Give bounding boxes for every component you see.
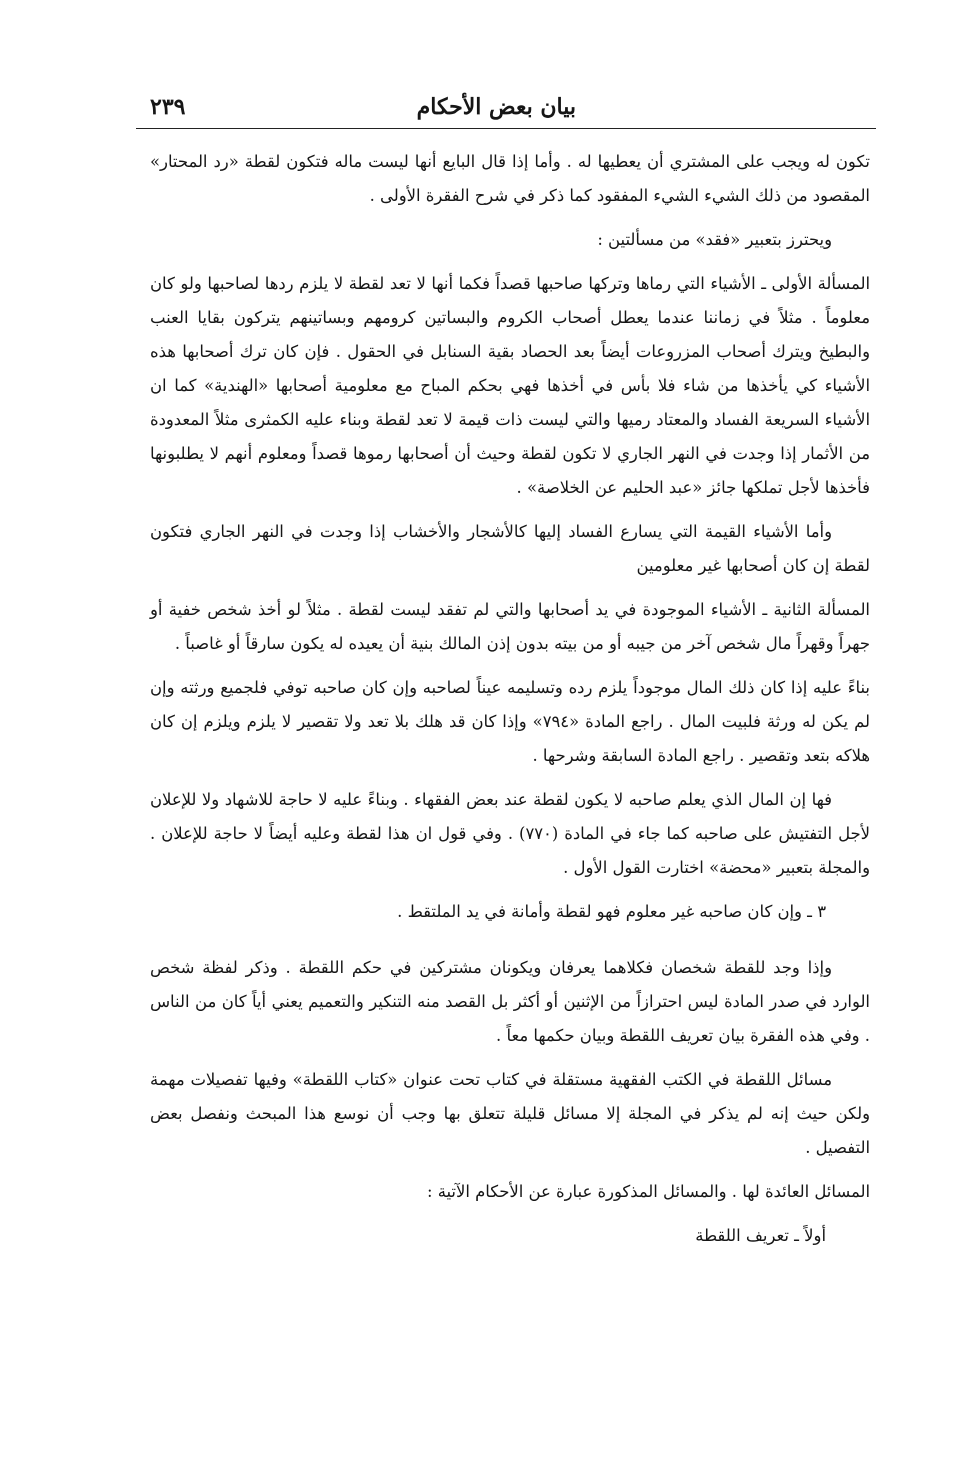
paragraph-second-issue: المسألة الثانية ـ الأشياء الموجودة في يد أصحابها والتي لم تفقد ليست لقطة . مثلاً لو أخذ شخص خفية أو جهراً وقهراً مال شخص آخر من جيبه أو من بيته بدون إذن المالك بنية أن يعيده له يكون سارقاً أو غاصباً .: [150, 600, 870, 653]
paragraph-continuation: تكون له ويجب على المشتري أن يعطيها له . وأما إذا قال البايع أنها ليست ماله فتكون لقطة «رد المحتار» المقصود من ذلك الشيء الشيء المفقود كما ذكر في شرح الفقرة الأولى .: [150, 152, 870, 205]
paragraph-fiqh-books: مسائل اللقطة في الكتب الفقهية مستقلة في كتاب تحت عنوان «كتاب اللقطة» وفيها تفصيلات مهمة ولكن حيث إنه لم يذكر في المجلة إلا مسائل قليلة تتعلق بها وجب أن نوسع هذا المبحث ونفصل بعض التفصيل .: [150, 1070, 870, 1157]
paragraph-two-finders: وإذا وجد للقطة شخصان فكلاهما يعرفان ويكونان مشتركين في حكم اللقطة . وذكر لفظة شخص الوارد في صدر المادة ليس احترازاً من الإثنين أو أكثر بل القصد منه التنكير والتعميم يعني أياً كان من الناس . وفي هذه الفقرة بيان تعريف اللقطة وبيان حكمها معاً .: [150, 958, 870, 1045]
paragraph-two-issues: ويحترز بتعبير «فقد» من مسألتين :: [597, 230, 832, 249]
page-number: ٢٣٩: [150, 94, 186, 120]
paragraph-first-issue: المسألة الأولى ـ الأشياء التي رماها وتركها صاحبها قصداً فكما أنها لا تعد لقطة لا يلزم ردها لصاحبها ولو كان معلوماً . مثلاً في زماننا عندما يعطل أصحاب الكروم والبساتين كرومهم وبساتينهم يتركون بقايا العنب والبطيخ ويترك أصحاب المزروعات أيضاً بعد الحصاد بقية السنابل في الحقول . فإن كان ترك أصحابها هذه الأشياء كي يأخذها من شاء فلا بأس في أخذها فهي بحكم المباح مع معلومية أصحابها «الهندية» كما ان الأشياء السريعة الفساد والمعتاد رميها والتي ليست ذات قيمة لا تعد لقطة وبناء عليه الكمثرى مثلاً المعدودة من الأثمار إذا وجدت في النهر الجاري لا تكون لقطة وحيث أن أصحابها رموها قصداً ومعلوم أنهم لا يطلبونها فأخذها لأجل تملكها جائز «عبد الحليم عن الخلاصة» .: [150, 274, 870, 497]
header-title: بيان بعض الأحكام: [416, 94, 576, 120]
body-text: [150, 145, 870, 1263]
paragraph-item-three: ٣ ـ وإن كان صاحبه غير معلوم فهو لقطة وأمانة في يد الملتقط .: [397, 902, 826, 921]
paragraph-return-property: بناءً عليه إذا كان ذلك المال موجوداً يلزم رده وتسليمه عيناً لصاحبه وإن كان صاحبه توفي فلجميع ورثته وإن لم يكن له ورثة فلبيت المال . راجع المادة «٧٩٤» وإذا كان قد هلك بلا تعد ولا تقصير لا يلزم ويلزم إن كان هلاكه بتعد وتقصير . راجع المادة السابقة وشرحها .: [150, 678, 870, 765]
running-header: [136, 88, 876, 129]
paragraph-rulings: المسائل العائدة لها . والمسائل المذكورة عبارة عن الأحكام الآتية :: [426, 1182, 870, 1201]
paragraph-valuable-items: وأما الأشياء القيمة التي يسارع الفساد إليها كالأشجار والأخشاب إذا وجدت في النهر الجاري فتكون لقطة إن كان أصحابها غير معلومين: [150, 522, 870, 575]
paragraph-known-owner: فها إن المال الذي يعلم صاحبه لا يكون لقطة عند بعض الفقهاء . وبناءً عليه لا حاجة للاشهاد ولا للإعلان لأجل التفتيش على صاحبه كما جاء في المادة (٧٧٠) . وفي قول ان هذا لقطة وعليه أيضاً لا حاجة للإعلان . والمجلة بتعبير «محضة» اختارت القول الأول .: [150, 790, 870, 877]
section-heading-definition: أولاً ـ تعريف اللقطة: [695, 1226, 826, 1245]
